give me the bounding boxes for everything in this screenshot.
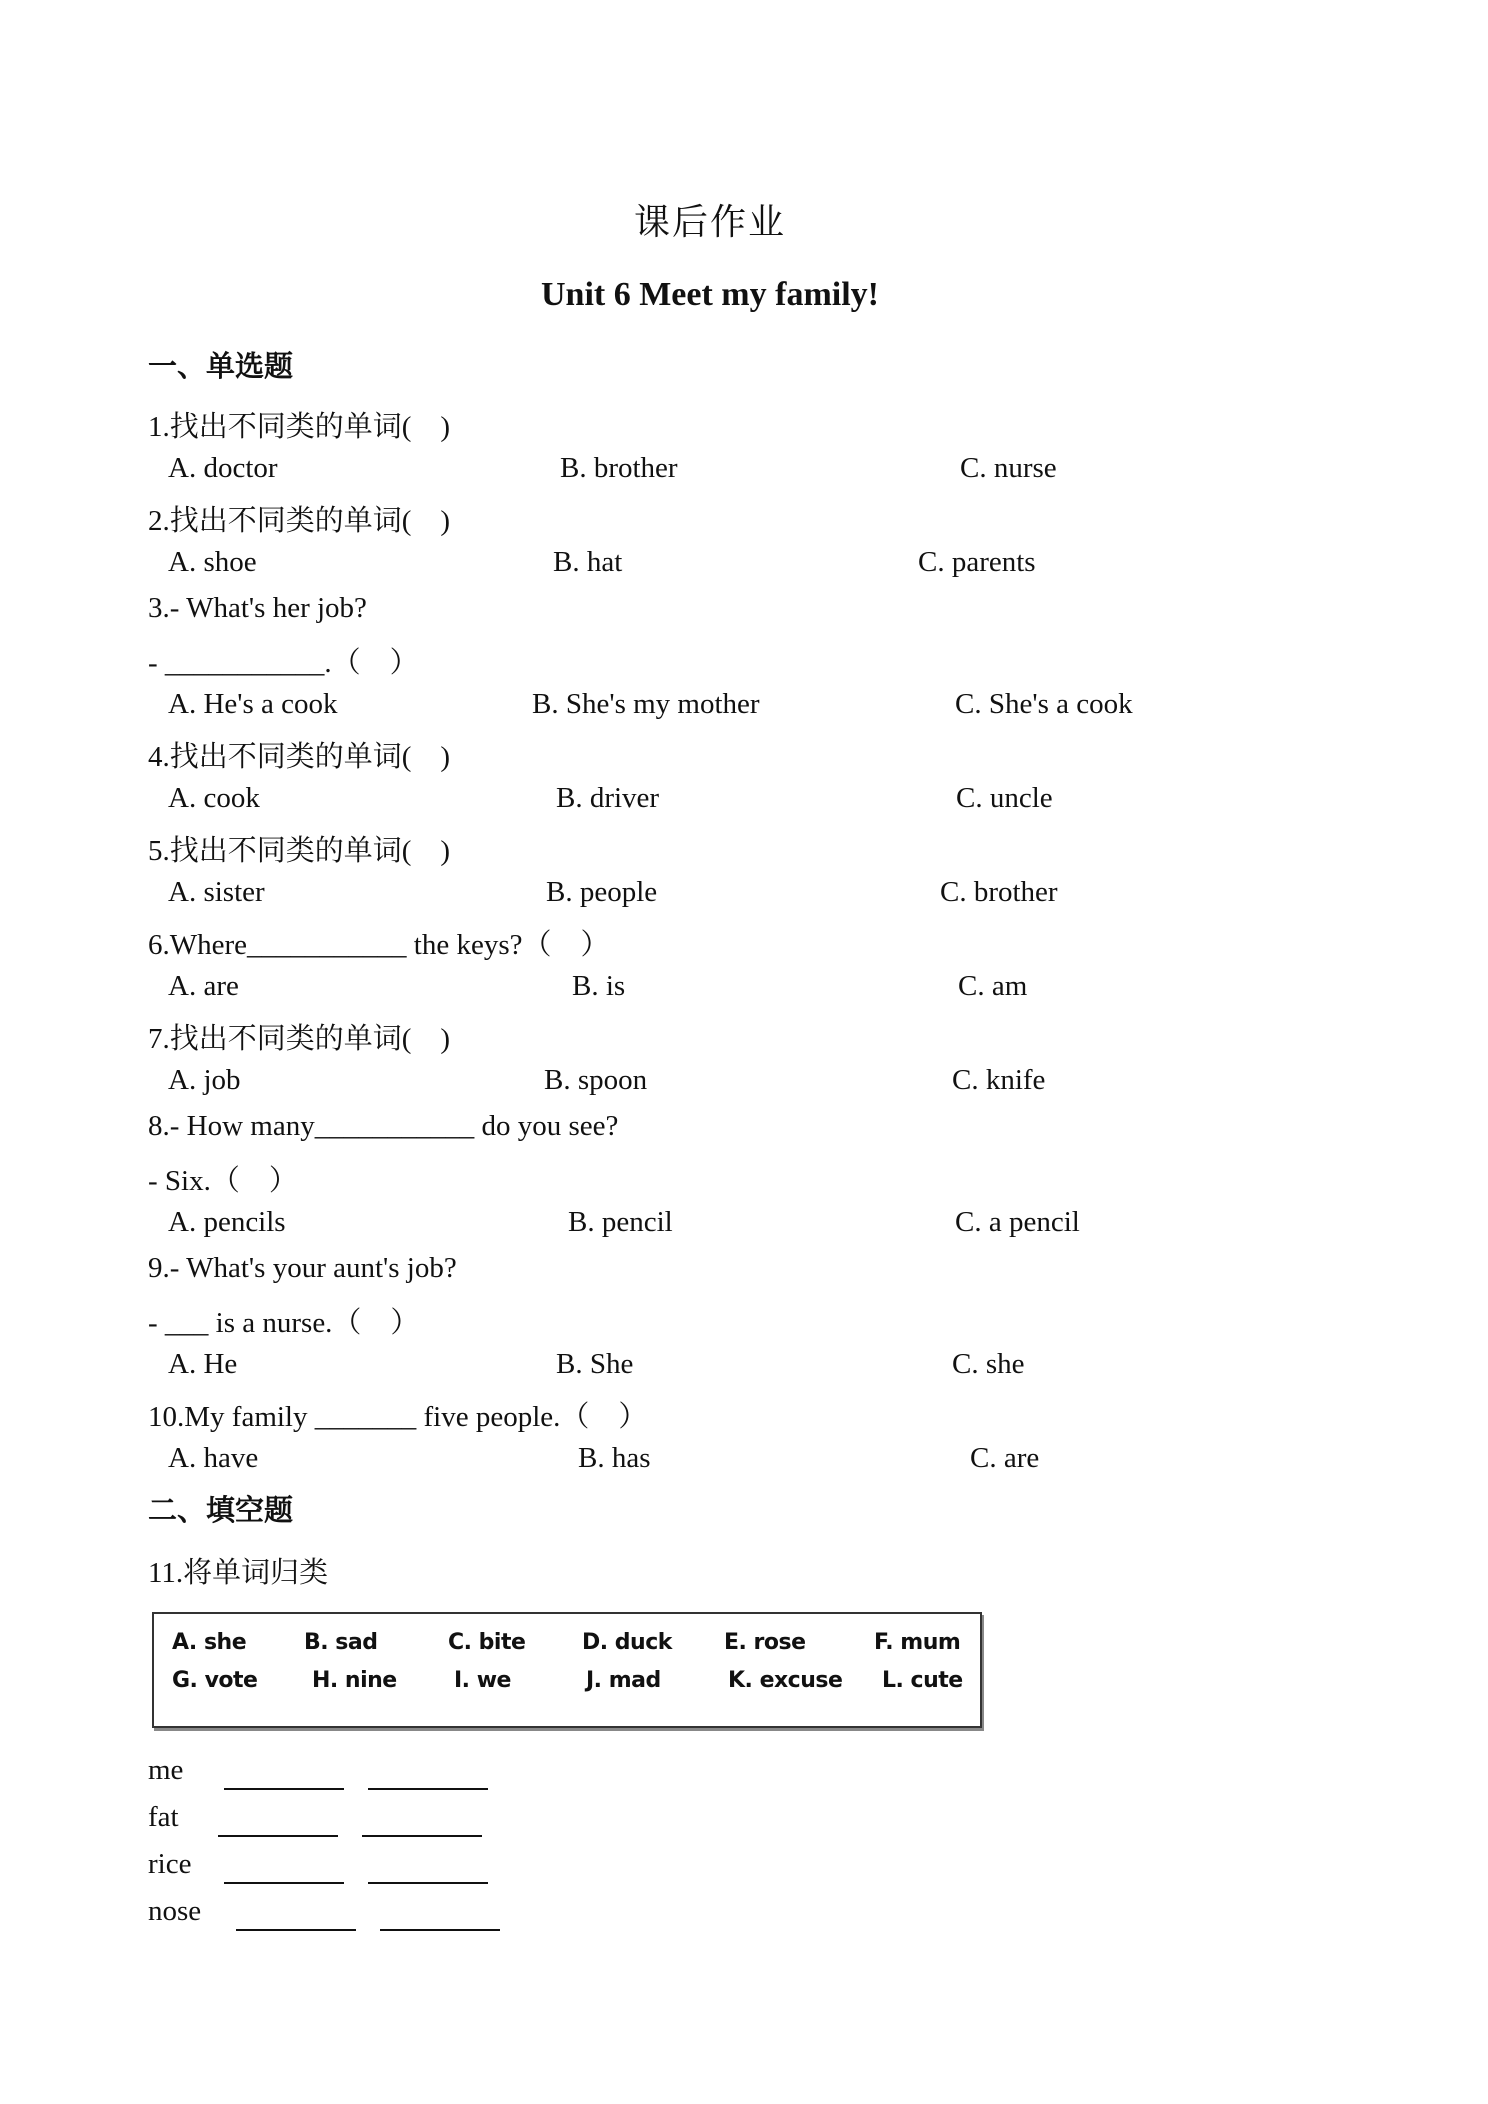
question-9-option-c: C. she [952,1348,1025,1380]
question-4-option-c: C. uncle [956,782,1053,814]
question-8-option-b: B. pencil [568,1206,673,1238]
word-bank-item: D. duck [582,1630,672,1655]
category-label-fat: fat [148,1801,179,1833]
question-3-option-c: C. She's a cook [955,688,1133,720]
question-7-stem: 7.找出不同类的单词( ) [148,1023,451,1055]
question-6-option-c: C. am [958,970,1028,1002]
question-6-stem: 6.Where___________ the keys?（ ） [148,929,610,961]
answer-line[interactable] [368,1882,488,1884]
question-3-stem-line-2: - ___________.（ ） [148,647,419,679]
question-1-option-b: B. brother [560,452,678,484]
word-bank-item: A. she [172,1630,247,1655]
question-10-option-c: C. are [970,1442,1040,1474]
answer-line[interactable] [236,1929,356,1931]
question-5-option-c: C. brother [940,876,1058,908]
question-6-option-a: A. are [168,970,239,1002]
page-title-english: Unit 6 Meet my family! [540,276,879,313]
question-5-option-a: A. sister [168,876,265,908]
word-bank-box [152,1612,982,1728]
question-6-option-b: B. is [572,970,626,1002]
word-bank-item: F. mum [874,1630,961,1655]
word-bank-item: H. nine [312,1668,397,1693]
question-5-option-b: B. people [546,876,658,908]
question-9-option-a: A. He [168,1348,238,1380]
question-9-stem-line-1: 9.- What's your aunt's job? [148,1252,457,1284]
question-4-option-a: A. cook [168,782,260,814]
answer-line[interactable] [362,1835,482,1837]
word-bank-item: G. vote [172,1668,258,1693]
section-heading-single-choice: 一、单选题 [148,349,294,383]
question-1-option-c: C. nurse [960,452,1057,484]
question-10-option-b: B. has [578,1442,651,1474]
question-11-stem: 11.将单词归类 [148,1557,329,1589]
question-2-option-a: A. shoe [168,546,257,578]
category-label-me: me [148,1754,184,1786]
question-7-option-b: B. spoon [544,1064,648,1096]
question-3-stem-line-1: 3.- What's her job? [148,592,367,624]
question-5-stem: 5.找出不同类的单词( ) [148,835,451,867]
question-2-stem: 2.找出不同类的单词( ) [148,505,451,537]
question-7-option-c: C. knife [952,1064,1046,1096]
question-10-option-a: A. have [168,1442,259,1474]
question-8-stem-line-1: 8.- How many___________ do you see? [148,1110,619,1142]
answer-line[interactable] [368,1788,488,1790]
word-bank-item: L. cute [882,1668,963,1693]
answer-line[interactable] [224,1788,344,1790]
question-3-option-b: B. She's my mother [532,688,760,720]
question-8-option-a: A. pencils [168,1206,286,1238]
question-9-option-b: B. She [556,1348,634,1380]
question-1-option-a: A. doctor [168,452,278,484]
question-1-stem: 1.找出不同类的单词( ) [148,411,451,443]
category-label-rice: rice [148,1848,192,1880]
question-2-option-b: B. hat [553,546,623,578]
question-2-option-c: C. parents [918,546,1036,578]
answer-line[interactable] [380,1929,500,1931]
word-bank-item: I. we [454,1668,511,1693]
section-heading-fill-blank: 二、填空题 [148,1493,294,1527]
category-label-nose: nose [148,1895,202,1927]
page-title-chinese: 课后作业 [633,202,786,243]
question-8-stem-line-2: - Six.（ ） [148,1165,298,1197]
answer-line[interactable] [224,1882,344,1884]
question-4-stem: 4.找出不同类的单词( ) [148,741,451,773]
answer-line[interactable] [218,1835,338,1837]
question-8-option-c: C. a pencil [955,1206,1080,1238]
question-3-option-a: A. He's a cook [168,688,338,720]
question-10-stem: 10.My family _______ five people.（ ） [148,1401,648,1433]
word-bank-item: C. bite [448,1630,526,1655]
word-bank-item: B. sad [304,1630,378,1655]
word-bank-item: E. rose [724,1630,806,1655]
question-7-option-a: A. job [168,1064,241,1096]
question-4-option-b: B. driver [556,782,660,814]
question-9-stem-line-2: - ___ is a nurse.（ ） [148,1307,420,1339]
word-bank-item: J. mad [586,1668,661,1693]
word-bank-item: K. excuse [728,1668,843,1693]
